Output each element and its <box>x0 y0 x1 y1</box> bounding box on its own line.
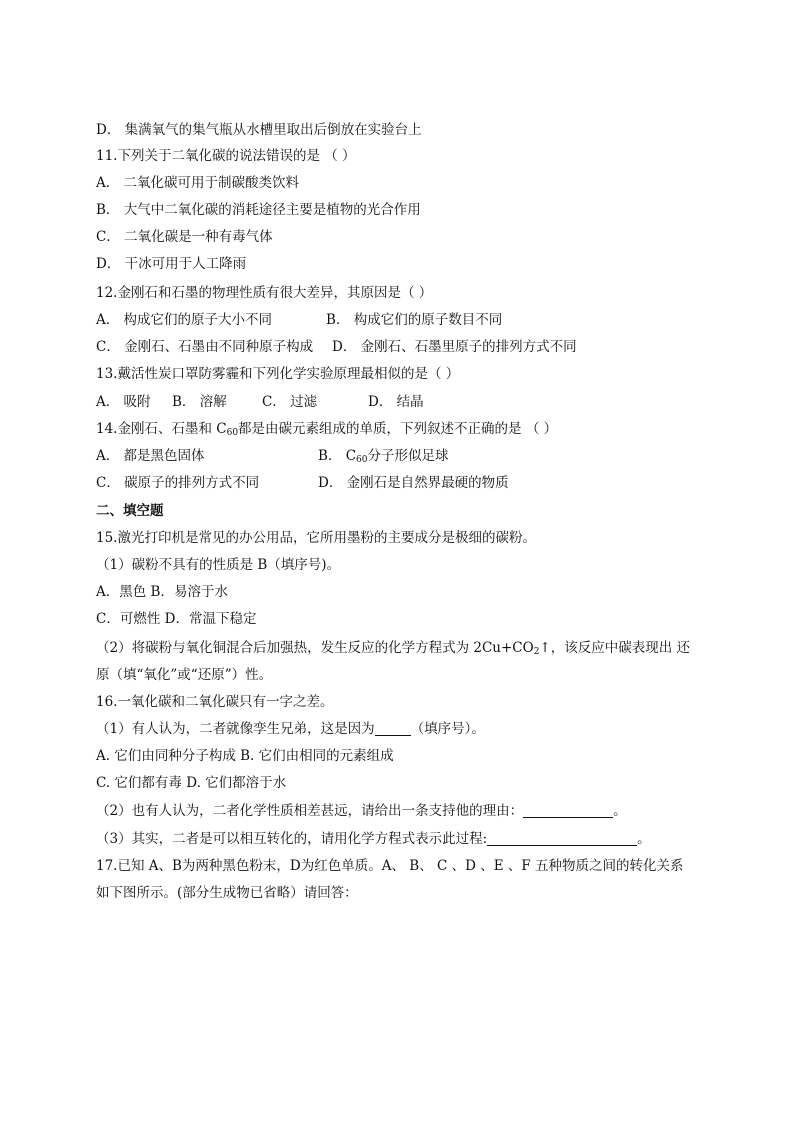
q14-option-b <box>318 446 449 470</box>
q16-part3-pre: （3）其实，二者是可以相互转化的，请用化学方程式表示此过程: <box>96 831 488 847</box>
q15-part1-options-cd: C．可燃性 D．常温下稳定 <box>96 611 257 627</box>
q15-part2-sub: 2 <box>533 647 540 657</box>
q14-options-row1 <box>96 446 449 466</box>
q11-option-b: B． 大气中二氧化碳的消耗途径主要是植物的光合作用 <box>96 202 421 218</box>
q17-stem: 17.已知 A、B为两种黑色粉末，D为红色单质。A、 B、 C 、D 、E 、F 五种物质之间的转化关系 <box>96 858 684 874</box>
q11-stem: 11.下列关于二氧化碳的说法错误的是 （ ） <box>96 148 356 164</box>
q13-option-b: B． 溶解 <box>172 394 227 410</box>
q14-stem-pre: 14.金刚石、石墨和 C <box>96 421 227 437</box>
answer-blank[interactable] <box>375 721 411 736</box>
q15-part1-options-ab: A．黑色 B．易溶于水 <box>96 584 228 600</box>
q16-part2-pre: （2）也有人认为，二者化学性质相差甚远，请给出一条支持他的理由： <box>96 803 524 819</box>
q16-part1 <box>96 719 485 739</box>
q13-stem: 13.戴活性炭口罩防雾霾和下列化学实验原理最相似的是（ ） <box>96 366 460 382</box>
q12-option-d: D． 金刚石、石墨里原子的排列方式不同 <box>332 339 577 355</box>
q16-part3 <box>96 829 651 849</box>
q16-part1-options-ab: A. 它们由同种分子构成 B. 它们由相同的元素组成 <box>96 748 394 764</box>
q16-part1-options-cd: C. 它们都有毒 D. 它们都溶于水 <box>96 775 287 791</box>
q14-stem-sub: 60 <box>226 428 239 438</box>
q16-part2-post: 。 <box>613 803 627 819</box>
q13-option-d: D． 结晶 <box>368 394 424 410</box>
q14-option-b-post: 分子形似足球 <box>367 448 449 464</box>
q14-option-d: D． 金刚石是自然界最硬的物质 <box>318 475 509 491</box>
q11-option-c: C． 二氧化碳是一种有毒气体 <box>96 229 273 245</box>
q13-options <box>96 392 424 412</box>
q14-option-b-sub: 60 <box>356 455 368 465</box>
q15-stem: 15.激光打印机是常见的办公用品，它所用墨粉的主要成分是极细的碳粉。 <box>96 530 536 546</box>
q16-part1-pre: （1）有人认为，二者就像孪生兄弟，这是因为 <box>96 721 375 737</box>
q12-option-b: B． 构成它们的原子数目不同 <box>326 312 503 328</box>
q16-part3-post: 。 <box>637 831 651 847</box>
q15-part2-cont: 原（填“氧化”或“还原”）性。 <box>96 667 273 683</box>
q14-option-c: C． 碳原子的排列方式不同 <box>96 475 260 491</box>
q11-option-d: D． 干冰可用于人工降雨 <box>96 256 247 272</box>
q16-part2 <box>96 801 627 821</box>
q16-part1-post: （填序号）。 <box>410 721 485 737</box>
answer-blank[interactable] <box>487 831 637 846</box>
q12-stem: 12.金刚石和石墨的物理性质有很大差异，其原因是（ ） <box>96 285 433 301</box>
q14-options-row2 <box>96 473 509 493</box>
q12-option-c: C． 金刚石、石墨由不同种原子构成 <box>96 339 314 355</box>
q12-options-row1 <box>96 310 503 330</box>
q15-part2 <box>96 638 690 662</box>
q12-options-row2 <box>96 337 577 357</box>
q12-option-a: A． 构成它们的原子大小不同 <box>96 312 273 328</box>
q14-stem-post: 都是由碳元素组成的单质，下列叙述不正确的是 （ ） <box>238 421 558 437</box>
q15-part2-pre: （2）将碳粉与氧化铜混合后加强热，发生反应的化学方程式为 2Cu+CO <box>96 640 534 656</box>
answer-blank[interactable] <box>523 803 613 818</box>
q11-option-a: A． 二氧化碳可用于制碳酸类饮料 <box>96 175 300 191</box>
q14-option-a: A． 都是黑色固体 <box>96 448 205 464</box>
q14-option-b-pre: B． C <box>318 448 357 464</box>
q13-option-c: C． 过滤 <box>262 394 318 410</box>
q16-stem: 16.一氧化碳和二氧化碳只有一字之差。 <box>96 694 334 710</box>
q17-stem-cont: 如下图所示。(部分生成物已省略）请回答： <box>96 885 358 901</box>
q10-option-d: D． 集满氧气的集气瓶从水槽里取出后倒放在实验台上 <box>96 122 422 138</box>
q14-stem <box>96 419 557 443</box>
section-heading: 二、填空题 <box>96 503 164 519</box>
q13-option-a: A． 吸附 <box>96 394 151 410</box>
q15-part1: （1）碳粉不具有的性质是 B（填序号)。 <box>96 557 341 573</box>
q15-part2-post: ↑，该反应中碳表现出 还 <box>539 640 691 656</box>
